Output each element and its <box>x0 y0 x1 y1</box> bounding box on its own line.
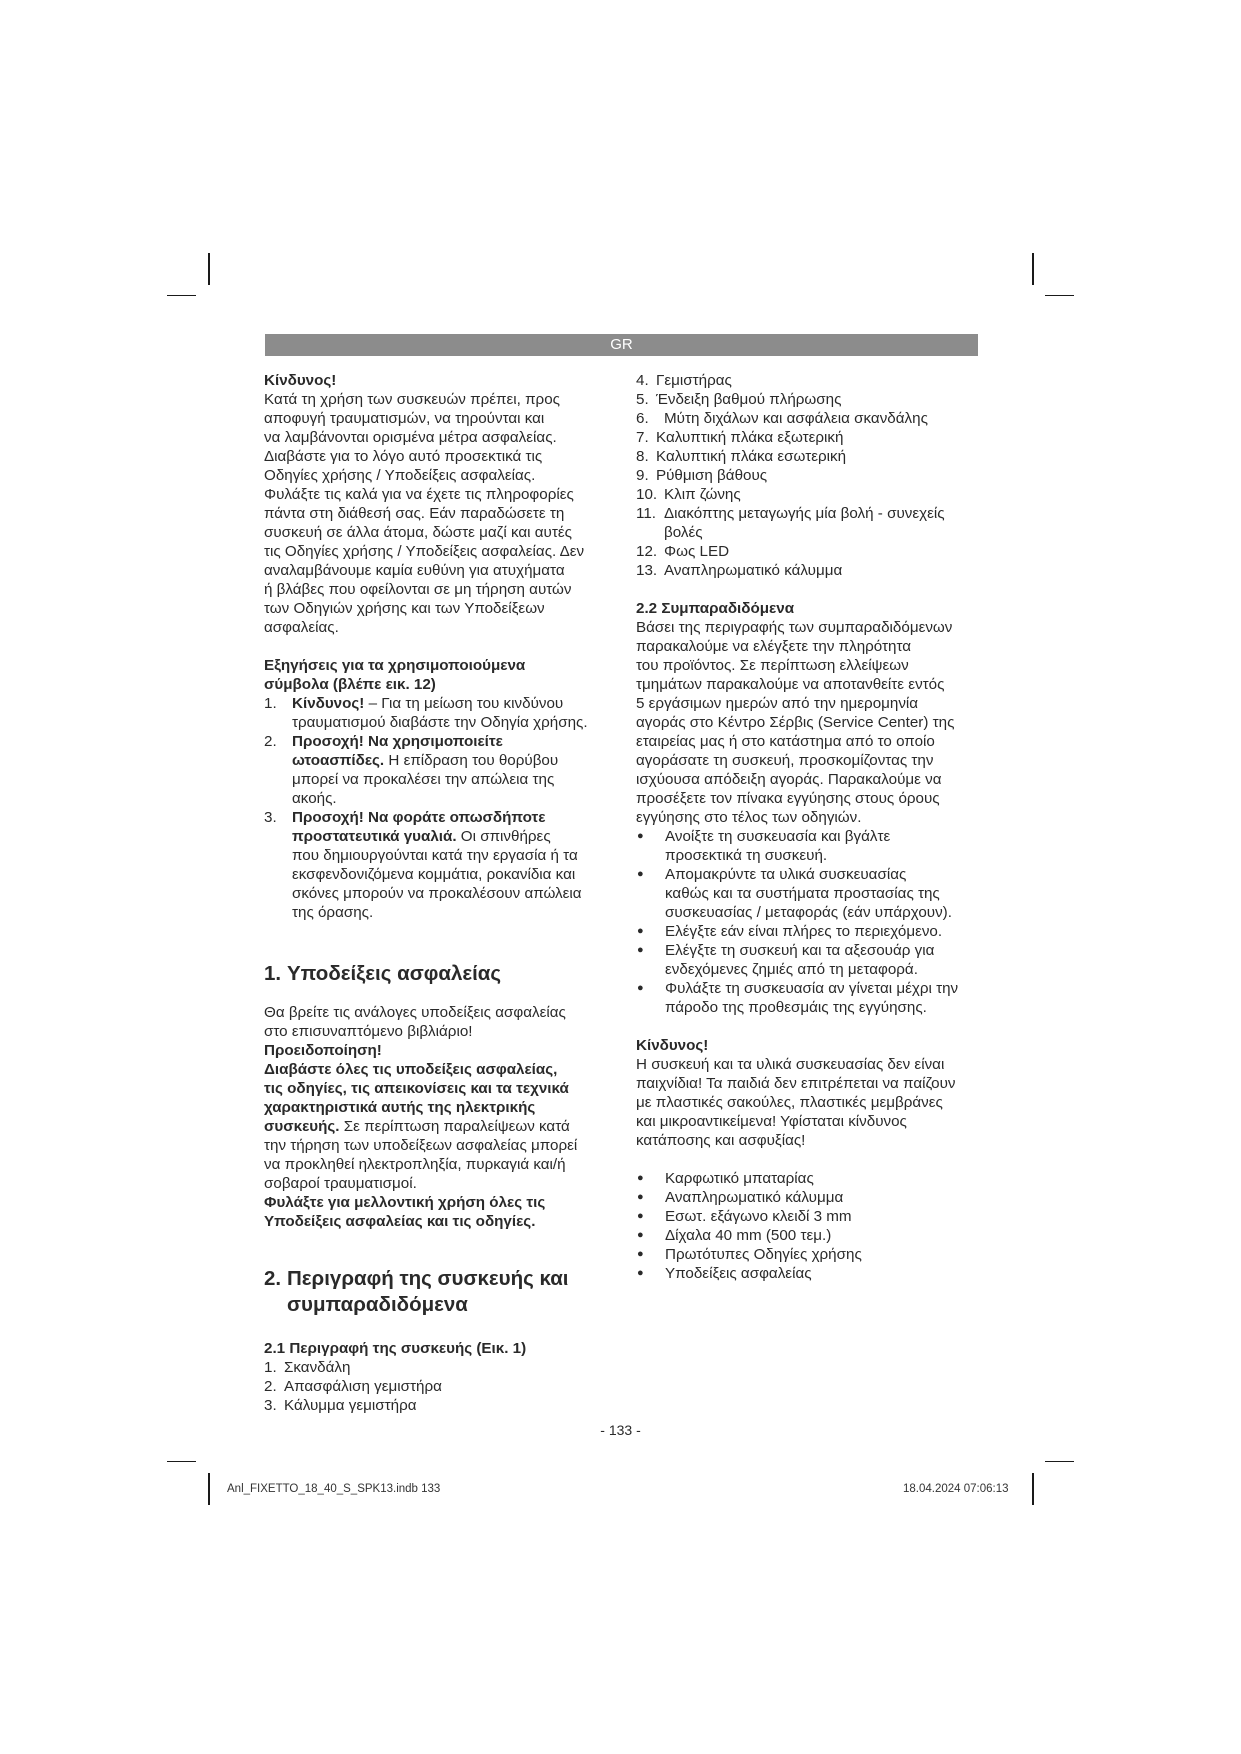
text-line: τραυματισμού διαβάστε την Οδηγία χρήσης. <box>292 714 588 731</box>
text-line: Φυλάξτε τη συσκευασία αν γίνεται μέχρι την <box>665 980 959 997</box>
text-line: χαρακτηριστικά αυτής της ηλεκτρικής <box>264 1099 536 1116</box>
symbol-title: προστατευτικά γυαλιά. <box>292 828 457 845</box>
print-timestamp: 18.04.2024 07:06:13 <box>903 1483 1009 1495</box>
text-line: συσκευή σε άλλα άτομα, δώστε μαζί και αυτές <box>264 524 572 541</box>
text-line: – Για τη μείωση του κινδύνου <box>364 695 564 712</box>
text-line: Καρφωτικό μπαταρίας <box>665 1170 814 1187</box>
text-line: Πρωτότυπες Οδηγίες χρήσης <box>665 1246 862 1263</box>
list-number: 4. <box>636 372 649 389</box>
bullet-icon: ● <box>637 1191 644 1203</box>
bullet-icon: ● <box>637 982 644 994</box>
text-line: ενδεχόμενες ζημιές από τη μεταφορά. <box>665 961 918 978</box>
section-title: Υποδείξεις ασφαλείας <box>287 962 502 985</box>
subsection-2-1-heading: 2.1 Περιγραφή της συσκευής (Εικ. 1) <box>264 1340 527 1357</box>
danger-heading-2: Κίνδυνος! <box>636 1037 709 1054</box>
part-name: Διακόπτης μεταγωγής μία βολή - συνεχείς <box>664 505 945 522</box>
list-item <box>636 409 981 428</box>
list-item <box>636 865 981 922</box>
text-line: να προκληθεί ηλεκτροπληξία, πυρκαγιά και/ή <box>264 1156 566 1173</box>
danger-paragraph-2 <box>636 1055 981 1150</box>
text-line: Η συσκευή και τα υλικά συσκευασίας δεν είναι <box>636 1056 945 1073</box>
symbol-title: ωτοασπίδες. <box>292 752 385 769</box>
crop-mark <box>167 295 196 296</box>
part-name: Φως LED <box>664 543 730 560</box>
text-line: και μικροαντικείμενα! Υφίσταται κίνδυνος <box>636 1113 907 1130</box>
text-line: Εσωτ. εξάγωνο κλειδί 3 mm <box>665 1208 852 1225</box>
contents-bullet-list <box>636 1169 981 1283</box>
bullet-icon: ● <box>637 1248 644 1260</box>
text-line: των Οδηγιών χρήσης και των Υποδείξεων <box>264 600 545 617</box>
list-number: 2. <box>264 1378 277 1395</box>
print-file-label: Anl_FIXETTO_18_40_S_SPK13.indb 133 <box>227 1483 441 1495</box>
part-name-cont: βολές <box>664 524 703 541</box>
text-line: της όρασης. <box>292 904 374 921</box>
list-number: 6. <box>636 410 649 427</box>
list-item <box>264 1358 611 1377</box>
list-item <box>636 979 981 1017</box>
text-line: Σε περίπτωση παραλείψεων κατά <box>339 1118 570 1135</box>
list-item <box>264 1396 611 1415</box>
text-line: 5 εργάσιμων ημερών από την ημερομηνία <box>636 695 919 712</box>
subsection-2-2-heading: 2.2 Συμπαραδιδόμενα <box>636 600 795 617</box>
list-item <box>636 1226 981 1245</box>
crop-mark <box>1045 295 1074 296</box>
text-line: πάντα στη διάθεσή σας. Εάν παραδώσετε τη <box>264 505 565 522</box>
part-name: Αναπληρωματικό κάλυμμα <box>664 562 843 579</box>
list-number: 3. <box>264 809 277 826</box>
text-line: κατάποσης και ασφυξίας! <box>636 1132 806 1149</box>
text-line: Ελέγξτε εάν είναι πλήρες το περιεχόμενο. <box>665 923 943 940</box>
text-line: παρακαλούμε να ελέγξετε την πληρότητα <box>636 638 912 655</box>
text-line: τις οδηγίες, τις απεικονίσεις και τα τεχνικά <box>264 1080 569 1097</box>
list-item <box>636 504 981 542</box>
list-number: 5. <box>636 391 649 408</box>
section-2-heading <box>264 1266 611 1318</box>
list-item <box>636 428 981 447</box>
text-line: αγοράσατε τη συσκευή, προσκομίζοντας την <box>636 752 934 769</box>
symbols-heading-cont: σύμβολα (βλέπε εικ. 12) <box>264 676 436 693</box>
list-item <box>636 1169 981 1188</box>
text-line: εταιρείας μας ή στο κατάστημα από το οποίο <box>636 733 935 750</box>
parts-list-continued <box>636 371 981 580</box>
part-name: Σκανδάλη <box>284 1359 351 1376</box>
part-name: Ένδειξη βαθμού πλήρωσης <box>656 391 842 408</box>
section-title: Περιγραφή της συσκευής και <box>287 1267 569 1290</box>
text-line: Απομακρύντε τα υλικά συσκευασίας <box>665 866 907 883</box>
text-line: Υποδείξεις ασφαλείας και τις οδηγίες. <box>264 1213 536 1230</box>
part-name: Κλιπ ζώνης <box>664 486 741 503</box>
list-item <box>636 466 981 485</box>
text-line: πάροδο της προθεσμάις της εγγύησης. <box>665 999 927 1016</box>
list-number: 8. <box>636 448 649 465</box>
text-line: ακοής. <box>292 790 337 807</box>
text-line: Η επίδραση του θορύβου <box>384 752 559 769</box>
symbols-list <box>264 694 611 922</box>
list-item <box>636 390 981 409</box>
text-line: ή βλάβες που οφείλονται σε μη τήρηση αυτών <box>264 581 572 598</box>
list-item <box>636 485 981 504</box>
list-number: 3. <box>264 1397 277 1414</box>
page-number: - 133 - <box>600 1422 641 1438</box>
bullet-icon: ● <box>637 1267 644 1279</box>
list-item <box>636 1264 981 1283</box>
list-number: 13. <box>636 562 658 579</box>
bullet-icon: ● <box>637 925 644 937</box>
text-line: Βάσει της περιγραφής των συμπαραδιδόμενων <box>636 619 953 636</box>
part-name: Γεμιστήρας <box>656 372 732 389</box>
list-number: 12. <box>636 543 658 560</box>
text-line: συσκευής. <box>264 1118 340 1135</box>
text-line: προσεκτικά τη συσκευή. <box>665 847 828 864</box>
text-line: την τήρηση των υποδείξεων ασφαλείας μπορεί <box>264 1137 578 1154</box>
section-number: 2. <box>264 1267 282 1290</box>
language-header-bar <box>265 334 978 356</box>
section-number: 1. <box>264 962 282 985</box>
text-line: συσκευασίας / μεταφοράς (εάν υπάρχουν). <box>665 904 952 921</box>
text-line: που δημιουργούνται κατά την εργασία ή τα <box>292 847 578 864</box>
text-line: Αναπληρωματικό κάλυμμα <box>665 1189 844 1206</box>
text-line: παιχνίδια! Τα παιδιά δεν επιτρέπεται να παίζουν <box>636 1075 956 1092</box>
parts-list <box>264 1358 611 1415</box>
text-line: Θα βρείτε τις ανάλογες υποδείξεις ασφαλείας <box>264 1004 566 1021</box>
list-number: 2. <box>264 733 277 750</box>
text-line: αποφυγή τραυματισμών, να τηρούνται και <box>264 410 545 427</box>
text-line: μπορεί να προκαλέσει την απώλεια της <box>292 771 555 788</box>
text-line: τις Οδηγίες χρήσης / Υποδείξεις ασφαλείας. Δεν <box>264 543 585 560</box>
text-line: Υποδείξεις ασφαλείας <box>665 1265 812 1282</box>
list-item <box>636 827 981 865</box>
list-number: 9. <box>636 467 649 484</box>
list-item <box>264 808 611 922</box>
list-item <box>264 694 611 732</box>
list-number: 10. <box>636 486 658 503</box>
text-line: Οδηγίες χρήσης / Υποδείξεις ασφαλείας. <box>264 467 536 484</box>
list-number: 11. <box>636 505 656 522</box>
language-code: GR <box>610 336 633 353</box>
list-item <box>636 1245 981 1264</box>
part-name: Απασφάλιση γεμιστήρα <box>284 1378 442 1395</box>
text-line: Ελέγξτε τη συσκευή και τα αξεσουάρ για <box>665 942 935 959</box>
unpacking-bullet-list <box>636 827 981 1017</box>
text-line: αναλαμβάνουμε καμία ευθύνη για ατυχήματα <box>264 562 565 579</box>
text-line: να λαμβάνονται ορισμένα μέτρα ασφαλείας. <box>264 429 557 446</box>
crop-mark <box>208 1473 210 1505</box>
symbol-title: Προσοχή! Να χρησιμοποιείτε <box>292 733 503 750</box>
symbol-title: Κίνδυνος! <box>292 695 365 712</box>
list-number: 1. <box>264 695 277 712</box>
bullet-icon: ● <box>637 1172 644 1184</box>
text-line: Διαβάστε όλες τις υποδείξεις ασφαλείας, <box>264 1061 558 1078</box>
list-item <box>636 1207 981 1226</box>
list-item <box>636 941 981 979</box>
text-line: προσέξετε τον πίνακα εγγύησης στους όρους <box>636 790 940 807</box>
bullet-icon: ● <box>637 944 644 956</box>
crop-mark <box>1032 1473 1034 1505</box>
text-line: αγοράς στο Κέντρο Σέρβις (Service Center) της <box>636 714 955 731</box>
section-title-cont: συμπαραδιδόμενα <box>287 1293 468 1316</box>
text-line: ασφαλείας. <box>264 619 339 636</box>
list-item <box>636 561 981 580</box>
list-item <box>636 922 981 941</box>
symbol-title: Προσοχή! Να φοράτε οπωσδήποτε <box>292 809 546 826</box>
left-column <box>264 371 611 1415</box>
text-line: καθώς και τα συστήματα προστασίας της <box>665 885 940 902</box>
text-line: ισχύουσα απόδειξη αγοράς. Παρακαλούμε να <box>636 771 942 788</box>
right-column <box>636 371 981 1283</box>
list-item <box>636 371 981 390</box>
text-line: Ανοίξτε τη συσκευασία και βγάλτε <box>665 828 891 845</box>
text-line: εκσφενδονιζόμενα κομμάτια, ροκανίδια και <box>292 866 576 883</box>
list-item <box>636 447 981 466</box>
section-1-heading <box>264 961 611 987</box>
symbols-heading: Εξηγήσεις για τα χρησιμοποιούμενα <box>264 657 526 674</box>
crop-mark <box>1045 1461 1074 1462</box>
list-item <box>636 1188 981 1207</box>
text-line: Οι σπινθήρες <box>456 828 551 845</box>
list-item <box>636 542 981 561</box>
list-item <box>264 1377 611 1396</box>
warning-heading: Προειδοποίηση! <box>264 1042 382 1059</box>
part-name: Κάλυμμα γεμιστήρα <box>284 1397 417 1414</box>
part-name: Καλυπτική πλάκα εξωτερική <box>656 429 844 446</box>
text-line: τμημάτων παρακαλούμε να αποτανθείτε εντός <box>636 676 945 693</box>
text-line: Διαβάστε για το λόγο αυτό προσεκτικά τις <box>264 448 543 465</box>
text-line: Κατά τη χρήση των συσκευών πρέπει, προς <box>264 391 560 408</box>
danger-heading: Κίνδυνος! <box>264 372 337 389</box>
crop-mark <box>208 253 210 285</box>
bullet-icon: ● <box>637 868 644 880</box>
part-name: Ρύθμιση βάθους <box>656 467 768 484</box>
text-line: στο επισυναπτόμενο βιβλιάριο! <box>264 1023 473 1040</box>
list-number: 1. <box>264 1359 277 1376</box>
bullet-icon: ● <box>637 1210 644 1222</box>
text-line: σκόνες μπορούν να προκαλέσουν απώλεια <box>292 885 582 902</box>
list-item <box>264 732 611 808</box>
part-name: Καλυπτική πλάκα εσωτερική <box>656 448 847 465</box>
text-line: σοβαροί τραυματισμοί. <box>264 1175 417 1192</box>
list-number: 7. <box>636 429 649 446</box>
text-line: Φυλάξτε τις καλά για να έχετε τις πληροφορίες <box>264 486 574 503</box>
bullet-icon: ● <box>637 830 644 842</box>
section-1-body <box>264 1003 611 1231</box>
part-name: Μύτη διχάλων και ασφάλεια σκανδάλης <box>664 410 928 427</box>
text-line: του προϊόντος. Σε περίπτωση ελλείψεων <box>636 657 909 674</box>
text-line: Δίχαλα 40 mm (500 τεμ.) <box>665 1227 832 1244</box>
text-line: Φυλάξτε για μελλοντική χρήση όλες τις <box>264 1194 546 1211</box>
crop-mark <box>1032 253 1034 285</box>
text-line: με πλαστικές σακούλες, πλαστικές μεμβράνες <box>636 1094 943 1111</box>
bullet-icon: ● <box>637 1229 644 1241</box>
text-line: εγγύησης στο τέλος των οδηγιών. <box>636 809 862 826</box>
crop-mark <box>167 1461 196 1462</box>
scope-of-delivery-paragraph <box>636 618 981 827</box>
danger-paragraph <box>264 390 611 637</box>
